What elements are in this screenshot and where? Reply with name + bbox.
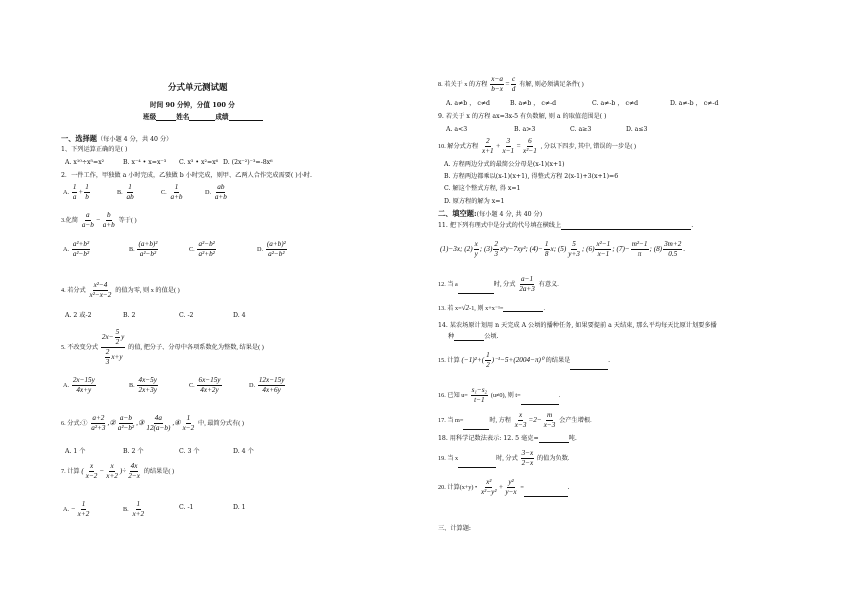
class-label: 班级	[143, 113, 157, 121]
q3-stem: 3.化简 $\frac{a}{a-b}$ − $\frac{b}{a+b}$ 等于( )	[61, 211, 137, 229]
class-field[interactable]	[156, 114, 176, 121]
q18-answer-field[interactable]	[539, 436, 569, 443]
q7-option-d[interactable]: D. 1	[233, 504, 246, 511]
section2-heading: 二、填空题:(每小题 4 分, 共 40 分)	[438, 209, 543, 218]
page-title: 分式单元测试题	[168, 83, 228, 93]
q3-option-d[interactable]: D. $\frac{\text{(a+b)²}}{\text{a²−b²}}$	[257, 240, 286, 258]
q14-answer-field[interactable]	[454, 334, 484, 341]
name-label: 姓名	[176, 113, 190, 121]
q14-line1: 14. 某农场原计划用 n 天完成 A 公顷的播种任务, 如果要提前 a 天结束, 那么平均每天比原计划要多播	[438, 322, 717, 329]
q11-answer-field[interactable]	[561, 223, 691, 230]
q2-option-b[interactable]: B. $\frac{1}{ab}$	[117, 183, 134, 201]
q4-stem: 4. 若分式 $\frac{\text{x²−4}}{\text{x²−x−2}}$ 的值为零, 则 x 的值是( )	[61, 281, 180, 299]
q5-option-c[interactable]: C. $\frac{6x-15y}{4x+2y}$	[189, 376, 221, 394]
q7-option-b[interactable]: B. $\frac{1}{x+2}$	[123, 500, 145, 518]
q9-option-a[interactable]: A. a<3	[446, 126, 468, 133]
q17-answer-field[interactable]	[463, 423, 489, 430]
q7-option-a[interactable]: A. − $\frac{1}{x+2}$	[63, 500, 90, 518]
q1-option-b[interactable]: B. x⁻⁴ • x=x⁻³	[123, 159, 167, 166]
q9-option-b[interactable]: B. a>3	[514, 126, 536, 133]
q10-stem: 10. 解分式方程 $\frac{2}{x+1}$ + $\frac{3}{x-1}$ = $\frac{6}{\text{x²−1}}$ , 分以下四步, 其中, 错误的一步是( )	[438, 137, 636, 155]
q10-option-d[interactable]: D. 原方程的解为 x=1	[444, 198, 505, 205]
q9-stem: 9. 若关于 x 的方程 ax=3x-5 有负数解, 则 a 的取值范围是( )	[438, 113, 607, 120]
q10-option-a[interactable]: A. 方程两边分式的最简公分母是(x-1)(x+1)	[444, 161, 565, 168]
q15-stem: 15. 计算 (−1)²+( $\frac{1}{2}$ )⁻¹−5+(2004−π)⁰ 的结果是 .	[438, 351, 611, 369]
q3-option-a[interactable]: A. $\frac{\text{a²+b²}}{\text{a²−b²}}$	[63, 240, 90, 258]
q1-stem: 1、下列运算正确的是( )	[61, 146, 128, 153]
section1-heading: 一、选择题（每小题 4 分，共 40 分）	[61, 134, 173, 143]
q16-stem: 16. 已知 u= $\frac{\text{s₁−s₂}}{t-1}$ (u≠0), 则 t= .	[438, 386, 561, 404]
q5-stem: 5. 不改变分式 2x− $\frac{5}{2}$ y $\frac{2}{3}$ x+y 的值, 把分子、分母中各项系数化为整数, 结果是( )	[61, 328, 264, 366]
q6-option-a[interactable]: A. 1 个	[65, 448, 86, 455]
q10-option-b[interactable]: B. 方程两边都乘以(x-1)(x+1), 得整式方程 2(x-1)+3(x+1)=6	[444, 173, 619, 180]
q3-option-c[interactable]: C. $\frac{\text{a²−b²}}{\text{a²+b²}}$	[189, 240, 215, 258]
q8-option-a[interactable]: A. a≠b ， c≠d	[446, 100, 490, 107]
q2-option-c[interactable]: C. $\frac{1}{a+b}$	[161, 183, 183, 201]
q11-expressions: (1)−3x; (2) $\frac{x}{y}$ ; (3) $\frac{2}{3}$ x²y−7xy²; (4)− $\frac{1}{8}$ x; (5) $\frac{5}{y+3}$ ; (6) $\frac{\text{x²−1}}{x-1}$ ; (7)− $\frac{\text{m²−1}}{\pi}$ ; (8) $\frac{3m+2}{0.5}$ .	[440, 240, 686, 258]
q6-option-b[interactable]: B. 2 个	[123, 448, 144, 455]
q2-option-d[interactable]: D. $\frac{ab}{a+b}$	[205, 183, 227, 201]
q20-answer-field[interactable]	[524, 490, 568, 497]
q8-option-c[interactable]: C. a≠-b ， c≠d	[592, 100, 639, 107]
q9-option-d[interactable]: D. a≤3	[626, 126, 648, 133]
exam-meta: 时间 90 分钟，分值 100 分	[150, 101, 235, 109]
q9-option-c[interactable]: C. a≥3	[570, 126, 592, 133]
q3-option-b[interactable]: B. $\frac{\text{(a+b)²}}{\text{a²−b²}}$	[129, 240, 158, 258]
q1-option-a[interactable]: A. x¹⁰÷x⁵=x²	[65, 159, 105, 166]
q15-answer-field[interactable]	[570, 363, 608, 370]
q10-option-c[interactable]: C. 解这个整式方程, 得 x=1	[444, 185, 521, 192]
q6-option-c[interactable]: C. 3 个	[179, 448, 200, 455]
score-label: 成绩	[215, 113, 229, 121]
q19-answer-field[interactable]	[458, 461, 496, 468]
q5-option-a[interactable]: A. $\frac{2x-15y}{4x+y}$	[63, 376, 95, 394]
q5-option-d[interactable]: D. $\frac{12x-15y}{4x+6y}$	[249, 376, 285, 394]
q7-stem: 7. 计算 ( $\frac{x}{x-2}$ − $\frac{x}{x+2}$ )÷ $\frac{4x}{2-x}$ 的结果是( )	[61, 462, 175, 480]
q8-option-d[interactable]: D. a≠-b ， c≠-d	[670, 100, 719, 107]
q17-stem: 17. 当 m= 时, 方程 $\frac{x}{x-3}$ =2− $\frac{m}{x-3}$ 会产生增根.	[438, 411, 592, 429]
q1-option-c[interactable]: C. x³ • x²=x⁶	[179, 159, 219, 166]
q18-stem: 18. 用科学记数法表示: 12. 5 毫克= 吨.	[438, 435, 577, 442]
q20-stem: 20. 计算(x+y) • $\frac{\text{x²}}{\text{x²−y²}}$ + $\frac{\text{y²}}{y-x}$ = .	[438, 478, 570, 496]
q4-option-d[interactable]: D. 4	[233, 312, 246, 319]
section3-heading: 三、计算题:	[438, 525, 472, 532]
q6-option-d[interactable]: D. 4 个	[233, 448, 254, 455]
q4-option-b[interactable]: B. 2	[123, 312, 136, 319]
q8-stem: 8. 若关于 x 的方程 $\frac{x-a}{b-x}$ = $\frac{c}{d}$ 有解, 则必须满足条件( )	[438, 75, 584, 93]
q13-stem: 13. 若 x=√2-1, 则 x+x⁻¹= .	[438, 304, 545, 312]
name-field[interactable]	[189, 114, 215, 121]
q14-line2: 种 公顷.	[448, 333, 499, 340]
q19-stem: 19. 当 x 时, 分式 $\frac{3-x}{2-x}$ 的值为负数.	[438, 449, 570, 467]
q16-answer-field[interactable]	[521, 398, 559, 405]
student-info	[143, 113, 263, 121]
q12-answer-field[interactable]	[458, 287, 494, 294]
q4-option-a[interactable]: A. 2 或-2	[65, 312, 92, 319]
q7-option-c[interactable]: C. -1	[179, 504, 194, 511]
q5-option-b[interactable]: B. $\frac{4x-5y}{2x+3y}$	[129, 376, 157, 394]
score-field[interactable]	[229, 114, 263, 121]
q12-stem: 12. 当 a 时, 分式 $\frac{a-1}{2a+3}$ 有意义.	[438, 275, 559, 293]
q1-option-d[interactable]: D. (2x⁻²)⁻³=-8x⁶	[223, 159, 273, 166]
q2-option-a[interactable]: A. $\frac{1}{a}$ + $\frac{1}{b}$	[63, 183, 89, 201]
q6-stem: 6. 分式:① $\frac{a+2}{\text{a²+3}}$ ,② $\frac{a-b}{\text{a²−b²}}$ ,③ $\frac{4a}{12(a-b)}$ ,④ $\frac{1}{x-2}$ 中, 最简分式有( )	[61, 414, 244, 432]
q2-stem: 2．一件工作，甲独做 a 小时完成，乙独做 b 小时完成，则甲、乙两人合作完成需要( )小时.	[61, 172, 312, 179]
q13-answer-field[interactable]	[503, 305, 543, 312]
q4-option-c[interactable]: C. -2	[179, 312, 194, 319]
q8-option-b[interactable]: B. a≠b ， c≠-d	[510, 100, 557, 107]
q11-stem: 11. 把下列有理式中是分式的代号填在横线上 .	[438, 222, 694, 229]
